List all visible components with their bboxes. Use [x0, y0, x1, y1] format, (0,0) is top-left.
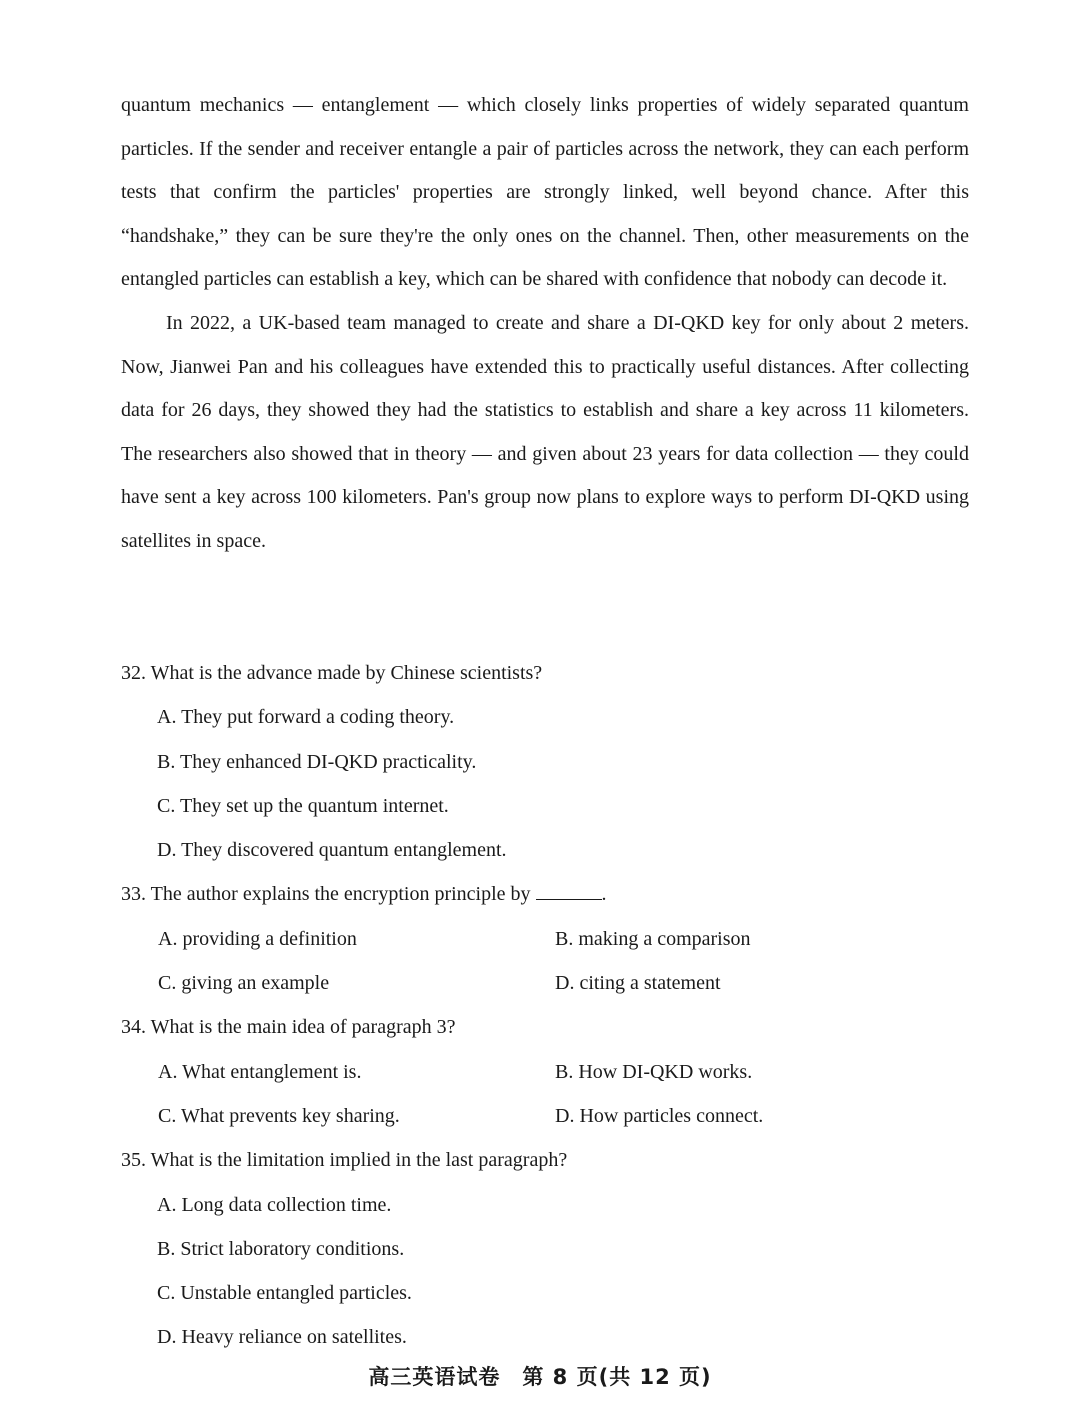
question-35-option-b: B. Strict laboratory conditions. [157, 1237, 405, 1260]
question-35-option-d: D. Heavy reliance on satellites. [157, 1326, 407, 1349]
question-32-option-d: D. They discovered quantum entanglement. [157, 839, 507, 862]
question-33-options-row-2 [158, 961, 969, 1005]
question-35-stem: 35. What is the limitation implied in the last paragraph? [121, 1149, 568, 1172]
question-35-option-a: A. Long data collection time. [157, 1193, 392, 1216]
question-33-option-a: A. providing a definition [158, 927, 357, 950]
question-34-option-c: C. What prevents key sharing. [158, 1104, 400, 1127]
question-34-options-row-1 [158, 1050, 969, 1094]
answer-blank [536, 881, 602, 900]
question-33-option-d: D. citing a statement [555, 972, 721, 995]
passage-paragraph-last: In 2022, a UK-based team managed to create and share a DI-QKD key for only about 2 meters. Now, Jianwei Pan and his colleagues have extended this to practically useful distances. After collecting data for 26 days, they showed they had the statistics to establish and share a key across 11 kilometers. The researchers also showed that in theory — and given about 23 years for data collection — they could have sent a key across 100 kilometers. Pan's group now plans to explore ways to perform DI-QKD using satellites in space. [121, 311, 969, 552]
question-34-option-b: B. How DI-QKD works. [555, 1060, 753, 1083]
question-33-stem [121, 872, 969, 916]
question-33-options-row-1 [158, 917, 969, 961]
question-33-stem-text: 33. The author explains the encryption principle by [121, 883, 531, 906]
question-33-option-b: B. making a comparison [555, 927, 751, 950]
question-32-option-c: C. They set up the quantum internet. [157, 794, 449, 817]
question-32-option-a: A. They put forward a coding theory. [157, 706, 455, 729]
question-33-stem-end: . [601, 883, 607, 906]
question-35-option-c: C. Unstable entangled particles. [157, 1282, 412, 1305]
passage-paragraph: quantum mechanics — entanglement — which closely links properties of widely separated quantum particles. If the sender and receiver entangle a pair of particles across the network, they can each perform tests that confirm the particles' properties are strongly linked, well beyond chance. After this “handshake,” they can be sure they're the only ones on the channel. Then, other measurements on the entangled particles can establish a key, which can be shared with confidence that nobody can decode it. [121, 94, 969, 291]
question-34-option-d: D. How particles connect. [555, 1104, 764, 1127]
question-34-options-row-2 [158, 1094, 969, 1138]
question-34-stem: 34. What is the main idea of paragraph 3? [121, 1016, 456, 1039]
question-33-option-c: C. giving an example [158, 972, 330, 995]
reading-passage [121, 84, 969, 564]
question-list [121, 651, 969, 1360]
question-34-option-a: A. What entanglement is. [158, 1060, 362, 1083]
question-32-option-b: B. They enhanced DI-QKD practicality. [157, 750, 477, 773]
page-footer: 高三英语试卷 第 8 页(共 12 页) [368, 1365, 712, 1389]
question-32-stem: 32. What is the advance made by Chinese scientists? [121, 662, 543, 684]
